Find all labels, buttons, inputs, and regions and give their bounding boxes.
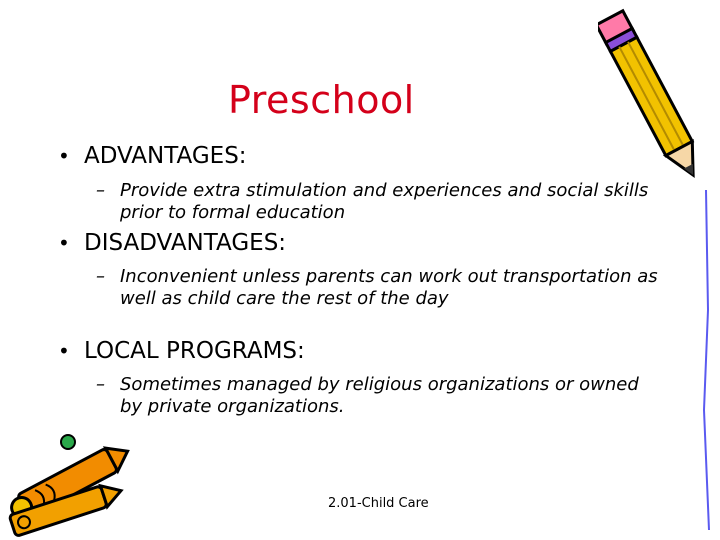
crayon-icon xyxy=(0,432,148,540)
slide-title: Preschool xyxy=(228,78,415,122)
slide-footer: 2.01-Child Care xyxy=(328,496,429,511)
bullet-label: LOCAL PROGRAMS: xyxy=(84,338,305,364)
sub-bullet-advantages xyxy=(96,180,660,224)
pencil-icon xyxy=(598,0,710,190)
sub-bullet-text: Provide extra stimulation and experiences and social skills prior to formal education xyxy=(120,180,649,223)
bullet-glyph: • xyxy=(58,231,70,255)
bullet-disadvantages xyxy=(58,230,286,256)
bullet-label: ADVANTAGES: xyxy=(84,143,247,169)
sub-bullet-disadvantages xyxy=(96,266,660,310)
bullet-glyph: • xyxy=(58,144,70,168)
dash-glyph: – xyxy=(96,180,105,201)
dash-glyph: – xyxy=(96,374,105,395)
bullet-label: DISADVANTAGES: xyxy=(84,230,287,256)
dash-glyph: – xyxy=(96,266,105,287)
bullet-advantages xyxy=(58,143,247,169)
sub-bullet-text: Inconvenient unless parents can work out transportation as well as child care the rest of the day xyxy=(120,266,658,309)
sub-bullet-text: Sometimes managed by religious organizations or owned by private organizations. xyxy=(120,374,639,417)
decorative-line xyxy=(700,190,714,530)
bullet-glyph: • xyxy=(58,339,70,363)
sub-bullet-local-programs xyxy=(96,374,660,418)
bullet-local-programs xyxy=(58,338,305,364)
